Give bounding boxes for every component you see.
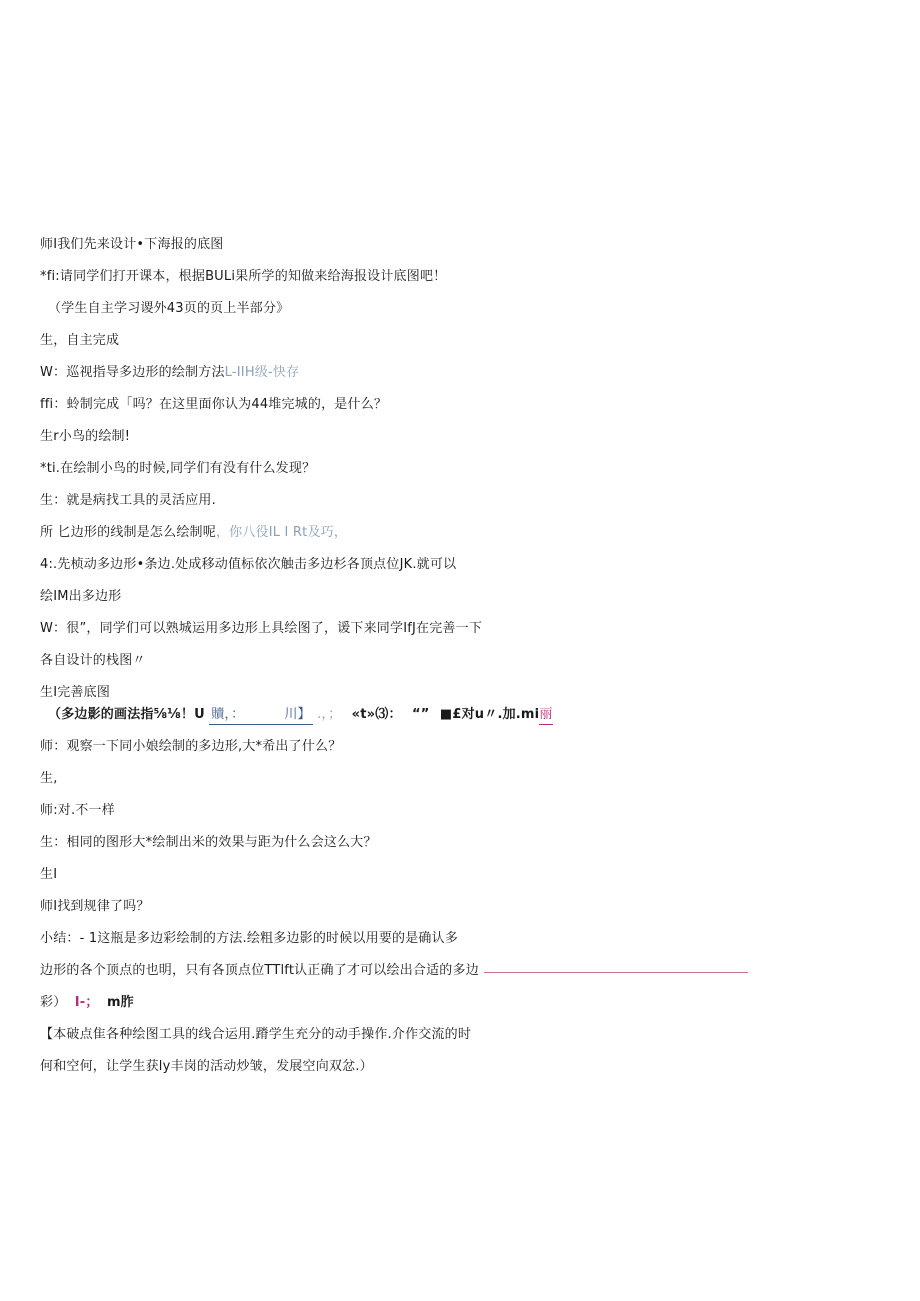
pink-text: I-； — [74, 995, 99, 1010]
text-line: 师：观察一下同小娘绘制的多边形,大*希出了什么？ — [40, 739, 342, 754]
text-span: （多边影的画法指⅝⅛！U — [48, 707, 205, 722]
text-line: 生, — [40, 771, 58, 786]
faint-text: .，； — [317, 707, 342, 722]
text-span: 贖，： — [211, 707, 245, 722]
text-span: m胙 — [106, 995, 134, 1010]
text-line — [40, 524, 347, 542]
text-span: 彩） — [40, 995, 67, 1010]
text-span: «t»⑶： — [351, 707, 402, 722]
text-line: 4:.先桢动多边形•条边.处成移动值标依次触击多边杉各顶点位JK.就可以 — [40, 557, 457, 572]
text-line: （学生自主学习谡外43页的页上半部分》 — [48, 301, 290, 316]
text-line — [40, 364, 299, 382]
text-span: ■£对u〃.加.mi — [439, 707, 540, 722]
text-line: ffi：蛉制完成「吗？在这里面你认为44堆完城的，是什么？ — [40, 397, 388, 412]
text-line: 生I — [40, 867, 58, 882]
underline-rule — [484, 972, 748, 973]
text-span: 川】 — [284, 707, 311, 722]
text-line: 绘IM出多边形 — [40, 589, 122, 604]
text-span: W：巡视指导多边形的绘制方法 — [40, 365, 225, 380]
text-line: 师I找到规律了吗？ — [40, 899, 150, 914]
text-line: 【本破点隹各种绘图工具的线合运用.蹐学生充分的动手操作.介作交流的时 — [40, 1027, 472, 1042]
text-line: 生：就是病找工具的灵活应用. — [40, 493, 216, 508]
text-line: *fi:请同学们打开课本，根据BULi果所学的知做来给海报设计底图吧！ — [40, 269, 447, 284]
text-line: 师:对.不一样 — [40, 803, 115, 818]
faint-text: L-IIH级-快存 — [224, 365, 300, 380]
text-line: 各自设计的栈图〃 — [40, 653, 146, 668]
text-line: 生r小鸟的绘制! — [40, 429, 131, 444]
text-line: 师I我们先来设计•下海报的底图 — [40, 237, 224, 252]
text-line: 生，自主完成 — [40, 333, 120, 348]
text-line: *ti.在绘制小鸟的时候,同学们有没有什么发现？ — [40, 461, 316, 476]
faint-text: ，你八役IL I Rt及巧， — [215, 525, 348, 540]
text-line: 小结：- 1这瓶是多边彩绘制的方法.绘粗多边影的时候以用要的是确认多 — [40, 931, 459, 946]
text-line: 生I完善底图 — [40, 685, 111, 700]
text-line — [48, 706, 553, 725]
text-line: 生：相同的图形大*绘制出米的效果与距为什么会这么大？ — [40, 835, 377, 850]
text-line: 何和空何，让学生获ly丰岗的活动炒皱，发展空向双忿.） — [40, 1059, 373, 1074]
text-line: 边形的各个顶点的也明，只有各顶点位TTlft认正确了才可以绘出合适的多边 — [40, 963, 479, 978]
text-line — [40, 994, 134, 1012]
text-span: “” — [412, 707, 430, 722]
text-span: 所 匕边形的线制是怎么绘制呢 — [40, 525, 216, 540]
pink-text: 丽 — [539, 706, 552, 725]
underlined-text — [209, 706, 313, 725]
text-line: W：很”，同学们可以熟城运用多边形上具绘图了，谖下来同学IfJ在完善一下 — [40, 621, 483, 636]
